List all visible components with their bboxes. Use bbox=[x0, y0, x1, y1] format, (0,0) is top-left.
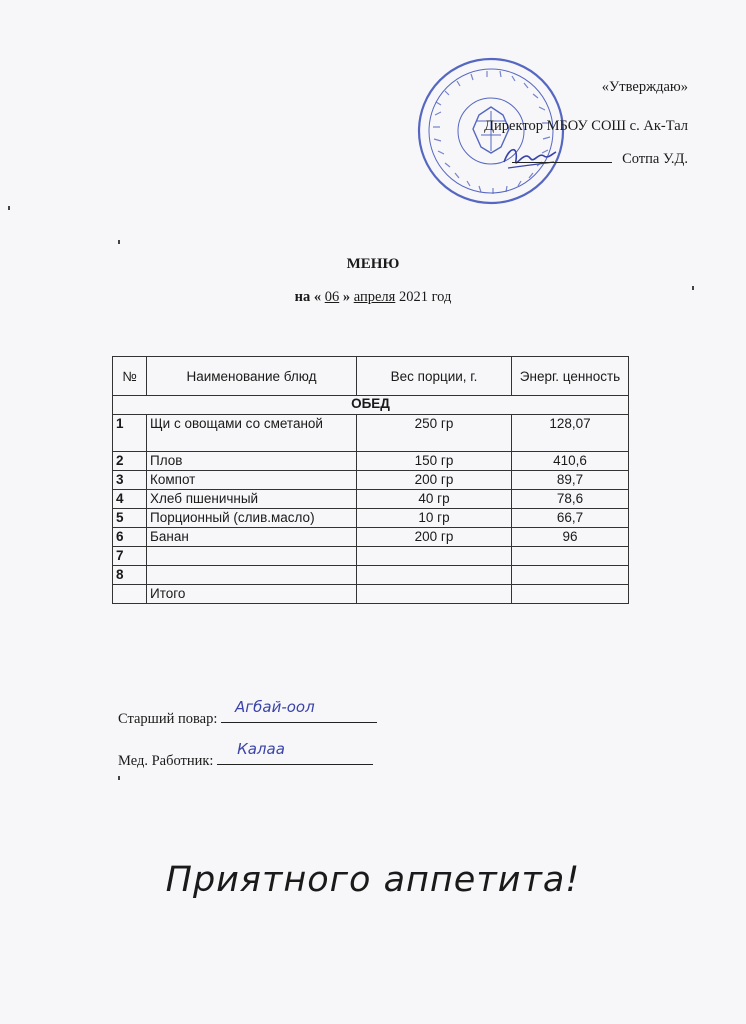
row-weight bbox=[357, 566, 512, 585]
closing-wish: Приятного аппетита! bbox=[165, 860, 581, 900]
table-row bbox=[113, 452, 629, 471]
row-dish: Плов bbox=[147, 452, 357, 471]
row-dish: Порционный (слив.масло) bbox=[147, 509, 357, 528]
row-num: 1 bbox=[113, 415, 147, 452]
row-dish bbox=[147, 547, 357, 566]
menu-date bbox=[0, 289, 746, 306]
table-row bbox=[113, 471, 629, 490]
row-num: 6 bbox=[113, 528, 147, 547]
scan-speck bbox=[118, 240, 120, 244]
row-num: 3 bbox=[113, 471, 147, 490]
total-num bbox=[113, 585, 147, 604]
cook-label: Старший повар: bbox=[118, 711, 218, 727]
row-energy: 89,7 bbox=[512, 471, 629, 490]
row-energy: 128,07 bbox=[512, 415, 629, 452]
section-title: ОБЕД bbox=[113, 396, 629, 415]
medic-signature-line bbox=[217, 740, 373, 765]
row-weight: 40 гр bbox=[357, 490, 512, 509]
row-energy bbox=[512, 566, 629, 585]
scan-speck bbox=[118, 776, 120, 780]
approval-name: Сотпа У.Д. bbox=[622, 151, 688, 167]
date-day: 06 bbox=[324, 289, 340, 305]
header-num: № bbox=[113, 357, 147, 396]
row-weight: 250 гр bbox=[357, 415, 512, 452]
row-energy bbox=[512, 547, 629, 566]
medic-label: Мед. Работник: bbox=[118, 753, 214, 769]
row-dish: Хлеб пшеничный bbox=[147, 490, 357, 509]
menu-title: МЕНЮ bbox=[346, 256, 400, 272]
table-row bbox=[113, 528, 629, 547]
signature-line bbox=[512, 148, 612, 163]
table-row bbox=[113, 490, 629, 509]
row-num: 5 bbox=[113, 509, 147, 528]
scan-speck bbox=[8, 206, 10, 210]
date-month: апреля bbox=[353, 289, 396, 305]
total-weight bbox=[357, 585, 512, 604]
approval-name-line bbox=[512, 148, 688, 168]
row-num: 4 bbox=[113, 490, 147, 509]
medic-signature: Калаа bbox=[237, 740, 285, 758]
cook-line bbox=[118, 698, 377, 728]
total-label: Итого bbox=[147, 585, 357, 604]
date-prefix: на « bbox=[294, 289, 322, 305]
row-num: 2 bbox=[113, 452, 147, 471]
medic-line bbox=[118, 740, 373, 770]
date-year: 2021 год bbox=[398, 289, 452, 305]
row-weight: 200 гр bbox=[357, 528, 512, 547]
row-dish: Банан bbox=[147, 528, 357, 547]
table-row bbox=[113, 566, 629, 585]
row-weight: 200 гр bbox=[357, 471, 512, 490]
table-row bbox=[113, 509, 629, 528]
table-row bbox=[113, 415, 629, 452]
row-num: 7 bbox=[113, 547, 147, 566]
header-weight: Вес порции, г. bbox=[357, 357, 512, 396]
approval-position: Директор МБОУ СОШ с. Ак-Тал bbox=[484, 118, 688, 134]
row-weight bbox=[357, 547, 512, 566]
header-energy: Энерг. ценность bbox=[512, 357, 629, 396]
menu-table bbox=[112, 356, 629, 604]
approval-title: «Утверждаю» bbox=[601, 79, 688, 95]
table-row bbox=[113, 547, 629, 566]
cook-signature: Агбай-оол bbox=[235, 698, 315, 716]
table-header-row bbox=[113, 357, 629, 396]
row-num: 8 bbox=[113, 566, 147, 585]
total-energy bbox=[512, 585, 629, 604]
date-mid: » bbox=[342, 289, 351, 305]
row-weight: 150 гр bbox=[357, 452, 512, 471]
row-energy: 410,6 bbox=[512, 452, 629, 471]
section-row bbox=[113, 396, 629, 415]
row-energy: 96 bbox=[512, 528, 629, 547]
row-dish bbox=[147, 566, 357, 585]
total-row bbox=[113, 585, 629, 604]
row-energy: 66,7 bbox=[512, 509, 629, 528]
cook-signature-line bbox=[221, 698, 377, 723]
row-dish: Щи с овощами со сметаной bbox=[147, 415, 357, 452]
row-energy: 78,6 bbox=[512, 490, 629, 509]
header-name: Наименование блюд bbox=[147, 357, 357, 396]
row-weight: 10 гр bbox=[357, 509, 512, 528]
row-dish: Компот bbox=[147, 471, 357, 490]
